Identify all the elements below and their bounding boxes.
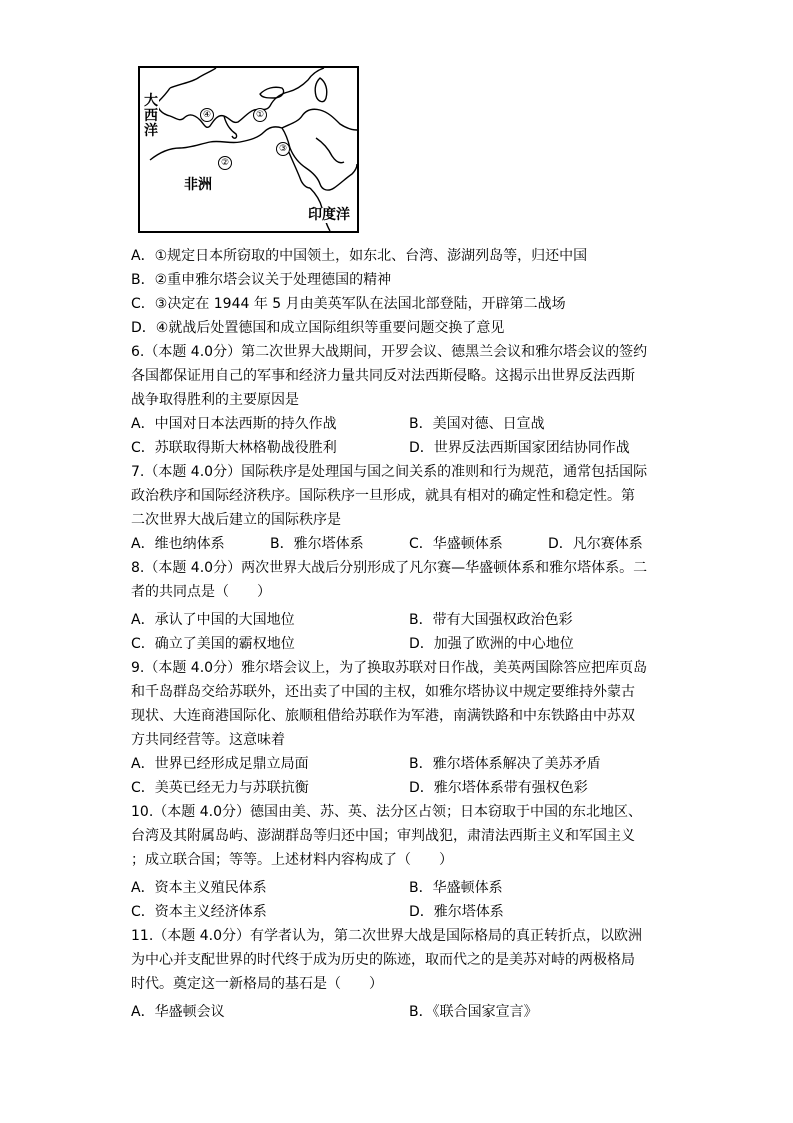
q7-stem-line: 二次世界大战后建立的国际秩序是 xyxy=(131,512,341,528)
q11-options-row xyxy=(131,1000,666,1024)
q8-stem-line: 者的共同点是（ ） xyxy=(131,584,271,600)
q8-options-row xyxy=(131,632,666,656)
q11-option-b: B．《联合国家宣言》 xyxy=(409,1004,538,1020)
q6-stem-line: 6.（本题 4.0分）第二次世界大战期间，开罗会议、德黑兰会议和雅尔塔会议的签约 xyxy=(131,344,648,360)
q8-options-row xyxy=(131,608,666,632)
map-figure xyxy=(138,66,359,233)
q6-stem-line: 战争取得胜利的主要原因是 xyxy=(131,392,299,408)
q10-options-row xyxy=(131,900,666,924)
q10-stem-line: 10.（本题 4.0分）德国由美、苏、英、法分区占领；日本窃取于中国的东北地区、 xyxy=(131,804,642,820)
q6-options-row xyxy=(131,412,666,436)
q10-options-row xyxy=(131,876,666,900)
q9-stem-line: 现状、大连商港国际化、旅顺租借给苏联作为军港，南满铁路和中东铁路由中苏双 xyxy=(131,708,635,724)
q6-option-c: C．苏联取得斯大林格勒战役胜利 xyxy=(131,440,337,456)
q6-stem-line: 各国都保证用自己的军事和经济力量共同反对法西斯侵略。这揭示出世界反法西斯 xyxy=(131,368,635,384)
q10-option-d: D．雅尔塔体系 xyxy=(409,904,504,920)
question-list xyxy=(131,244,666,1024)
q10-option-c: C．资本主义经济体系 xyxy=(131,904,267,920)
q7-stem-line: 7.（本题 4.0分）国际秩序是处理国与国之间关系的准则和行为规范，通常包括国际 xyxy=(131,464,648,480)
africa-label: 非洲 xyxy=(184,177,212,193)
q7-option-b: B．雅尔塔体系 xyxy=(270,536,364,552)
q8-option-c: C．确立了美国的霸权地位 xyxy=(131,636,295,652)
q6-options-row xyxy=(131,436,666,460)
q9-options-row xyxy=(131,752,666,776)
q9-stem-line: 9.（本题 4.0分）雅尔塔会议上，为了换取苏联对日作战，美英两国除答应把库页岛 xyxy=(131,660,648,676)
q6-option-b: B．美国对德、日宣战 xyxy=(409,416,545,432)
q9-option-c: C．美英已经无力与苏联抗衡 xyxy=(131,780,309,796)
q5-option-a: A．①规定日本所窃取的中国领土，如东北、台湾、澎湖列岛等，归还中国 xyxy=(131,248,588,264)
q7-options-row xyxy=(131,532,666,556)
q6-option-d: D．世界反法西斯国家团结协同作战 xyxy=(409,440,630,456)
q9-option-d: D．雅尔塔体系带有强权色彩 xyxy=(409,780,588,796)
q10-option-b: B．华盛顿体系 xyxy=(409,880,503,896)
q11-stem-line: 时代。奠定这一新格局的基石是（ ） xyxy=(131,976,383,992)
q8-option-d: D．加强了欧洲的中心地位 xyxy=(409,636,574,652)
q5-option-b: B．②重申雅尔塔会议关于处理德国的精神 xyxy=(131,272,392,288)
marker-3: ③ xyxy=(276,142,290,156)
q10-stem-line: ；成立联合国；等等。上述材料内容构成了（ ） xyxy=(131,852,453,868)
marker-2: ② xyxy=(218,156,232,170)
marker-1: ① xyxy=(253,108,267,122)
q8-stem-line: 8.（本题 4.0分）两次世界大战后分别形成了凡尔赛—华盛顿体系和雅尔塔体系。二 xyxy=(131,560,648,576)
q10-stem-line: 台湾及其附属岛屿、澎湖群岛等归还中国；审判战犯，肃清法西斯主义和军国主义 xyxy=(131,828,635,844)
q7-option-c: C．华盛顿体系 xyxy=(409,536,503,552)
q11-stem-line: 为中心并支配世界的时代终于成为历史的陈迹，取而代之的是美苏对峙的两极格局 xyxy=(131,952,635,968)
q10-option-a: A．资本主义殖民体系 xyxy=(131,880,267,896)
q7-stem-line: 政治秩序和国际经济秩序。国际秩序一旦形成，就具有相对的确定性和稳定性。第 xyxy=(131,488,635,504)
q9-option-b: B．雅尔塔体系解决了美苏矛盾 xyxy=(409,756,601,772)
q7-option-d: D．凡尔赛体系 xyxy=(548,536,643,552)
q5-option-c: C．③决定在 1944 年 5 月由美英军队在法国北部登陆，开辟第二战场 xyxy=(131,296,566,312)
q9-stem-line: 方共同经营等。这意味着 xyxy=(131,732,285,748)
q6-option-a: A．中国对日本法西斯的持久作战 xyxy=(131,416,337,432)
q8-option-b: B．带有大国强权政治色彩 xyxy=(409,612,573,628)
q11-stem-line: 11.（本题 4.0分）有学者认为，第二次世界大战是国际格局的真正转折点，以欧洲 xyxy=(131,928,642,944)
q9-stem-line: 和千岛群岛交给苏联外，还出卖了中国的主权，如雅尔塔协议中规定要维持外蒙古 xyxy=(131,684,635,700)
q7-option-a: A．维也纳体系 xyxy=(131,536,225,552)
q11-option-a: A．华盛顿会议 xyxy=(131,1004,225,1020)
q9-options-row xyxy=(131,776,666,800)
atlantic-label: 大西洋 xyxy=(144,93,158,139)
q5-option-d: D．④就战后处置德国和成立国际组织等重要问题交换了意见 xyxy=(131,320,505,336)
q9-option-a: A．世界已经形成足鼎立局面 xyxy=(131,756,309,772)
indian-ocean-label: 印度洋 xyxy=(308,207,350,223)
marker-4: ④ xyxy=(200,108,214,122)
q8-option-a: A．承认了中国的大国地位 xyxy=(131,612,295,628)
